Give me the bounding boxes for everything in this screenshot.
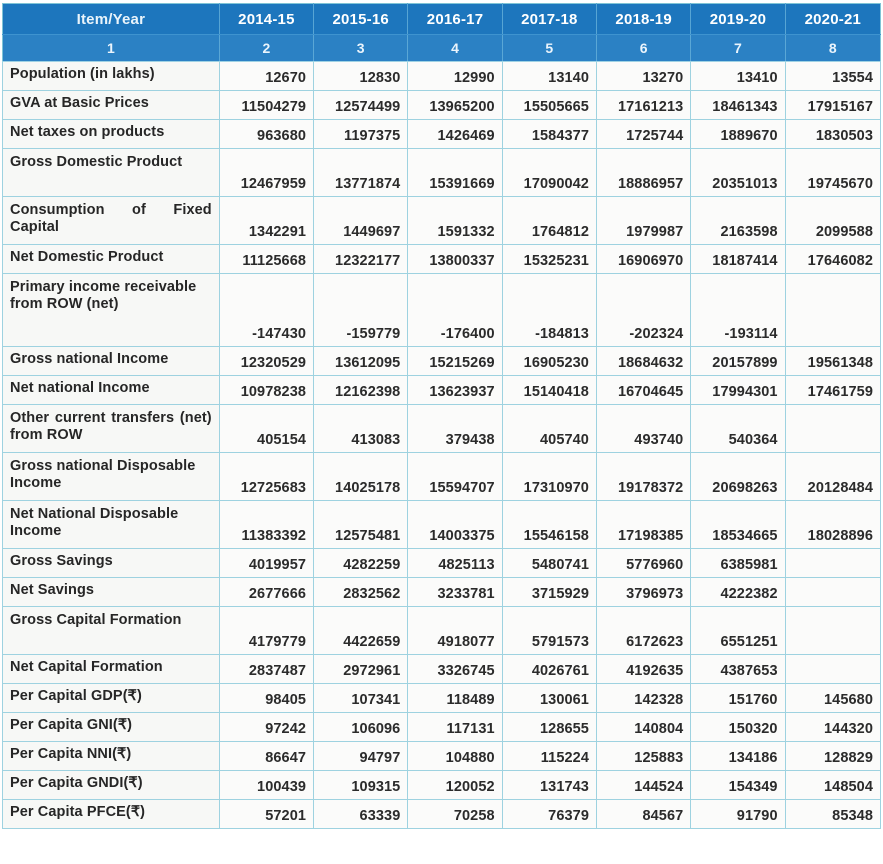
data-cell: 5791573: [502, 607, 596, 655]
data-cell: 13270: [596, 62, 690, 91]
data-cell: 1584377: [502, 120, 596, 149]
data-cell: 11504279: [219, 91, 313, 120]
data-cell: 20128484: [785, 453, 880, 501]
table-row: [3, 501, 881, 549]
data-cell: 15505665: [502, 91, 596, 120]
data-cell: 4026761: [502, 655, 596, 684]
data-cell: 15594707: [408, 453, 502, 501]
table-row: [3, 453, 881, 501]
data-cell: 12830: [314, 62, 408, 91]
data-cell: 19561348: [785, 347, 880, 376]
data-cell: 17090042: [502, 149, 596, 197]
data-cell: [785, 607, 880, 655]
header-cell-colnum-7: 7: [691, 35, 785, 62]
data-cell: 12574499: [314, 91, 408, 120]
data-cell: -184813: [502, 274, 596, 347]
data-cell: 19178372: [596, 453, 690, 501]
data-cell: 148504: [785, 771, 880, 800]
data-cell: 16906970: [596, 245, 690, 274]
data-cell: 4918077: [408, 607, 502, 655]
data-cell: 12162398: [314, 376, 408, 405]
table-row: [3, 742, 881, 771]
data-cell: 405740: [502, 405, 596, 453]
data-cell: 17161213: [596, 91, 690, 120]
data-cell: 3715929: [502, 578, 596, 607]
data-cell: 86647: [219, 742, 313, 771]
data-cell: 17994301: [691, 376, 785, 405]
table-row: [3, 684, 881, 713]
data-cell: 118489: [408, 684, 502, 713]
table-row: [3, 274, 881, 347]
row-label: Other current transfers (net) from ROW: [3, 405, 220, 453]
data-cell: -193114: [691, 274, 785, 347]
data-cell: 130061: [502, 684, 596, 713]
data-cell: 18028896: [785, 501, 880, 549]
row-label: GVA at Basic Prices: [3, 91, 220, 120]
row-label: Gross Savings: [3, 549, 220, 578]
header-cell-year-2015-16[interactable]: 2015-16: [314, 4, 408, 35]
data-cell: 17310970: [502, 453, 596, 501]
row-label: Net Savings: [3, 578, 220, 607]
data-cell: 109315: [314, 771, 408, 800]
header-cell-year-2019-20[interactable]: 2019-20: [691, 4, 785, 35]
row-label: Gross Domestic Product: [3, 149, 220, 197]
data-cell: 100439: [219, 771, 313, 800]
data-cell: 4179779: [219, 607, 313, 655]
row-label: Per Capital GDP(₹): [3, 684, 220, 713]
data-cell: 1830503: [785, 120, 880, 149]
data-cell: 2832562: [314, 578, 408, 607]
data-cell: 1764812: [502, 197, 596, 245]
data-cell: 57201: [219, 800, 313, 829]
data-cell: 13140: [502, 62, 596, 91]
data-cell: 5776960: [596, 549, 690, 578]
data-cell: 120052: [408, 771, 502, 800]
data-cell: -176400: [408, 274, 502, 347]
row-label: Population (in lakhs): [3, 62, 220, 91]
data-cell: 131743: [502, 771, 596, 800]
header-row-column-numbers: [3, 35, 881, 62]
data-cell: 12320529: [219, 347, 313, 376]
data-cell: 14003375: [408, 501, 502, 549]
row-label: Gross Capital Formation: [3, 607, 220, 655]
data-cell: 150320: [691, 713, 785, 742]
data-cell: 13554: [785, 62, 880, 91]
data-cell: 1889670: [691, 120, 785, 149]
data-cell: 2837487: [219, 655, 313, 684]
data-cell: -147430: [219, 274, 313, 347]
table-row: [3, 62, 881, 91]
data-cell: 11125668: [219, 245, 313, 274]
row-label: Net National Disposable Income: [3, 501, 220, 549]
data-cell: 17461759: [785, 376, 880, 405]
data-cell: 12725683: [219, 453, 313, 501]
table-row: [3, 120, 881, 149]
data-cell: 2972961: [314, 655, 408, 684]
data-cell: 18187414: [691, 245, 785, 274]
row-label: Consumption of Fixed Capital: [3, 197, 220, 245]
data-cell: 13623937: [408, 376, 502, 405]
data-cell: 117131: [408, 713, 502, 742]
table-row: [3, 713, 881, 742]
data-cell: 18461343: [691, 91, 785, 120]
data-cell: 151760: [691, 684, 785, 713]
data-cell: 13410: [691, 62, 785, 91]
data-cell: [785, 578, 880, 607]
header-cell-year-2020-21[interactable]: 2020-21: [785, 4, 880, 35]
data-cell: 14025178: [314, 453, 408, 501]
data-cell: 4282259: [314, 549, 408, 578]
header-cell-colnum-1: 1: [3, 35, 220, 62]
data-cell: 405154: [219, 405, 313, 453]
table-row: [3, 149, 881, 197]
row-label: Net national Income: [3, 376, 220, 405]
row-label: Primary income receivable from ROW (net): [3, 274, 220, 347]
header-cell-colnum-6: 6: [596, 35, 690, 62]
table-row: [3, 376, 881, 405]
data-cell: [785, 655, 880, 684]
data-cell: 17915167: [785, 91, 880, 120]
data-cell: 98405: [219, 684, 313, 713]
row-label: Per Capita GNI(₹): [3, 713, 220, 742]
row-label: Net Domestic Product: [3, 245, 220, 274]
data-cell: 125883: [596, 742, 690, 771]
data-cell: 144320: [785, 713, 880, 742]
header-cell-colnum-5: 5: [502, 35, 596, 62]
data-cell: 97242: [219, 713, 313, 742]
data-cell: 18684632: [596, 347, 690, 376]
data-cell: 4192635: [596, 655, 690, 684]
data-cell: 15546158: [502, 501, 596, 549]
data-cell: 20157899: [691, 347, 785, 376]
data-cell: 13771874: [314, 149, 408, 197]
table-row: [3, 800, 881, 829]
data-cell: 13612095: [314, 347, 408, 376]
data-cell: 1197375: [314, 120, 408, 149]
data-cell: 1426469: [408, 120, 502, 149]
data-cell: 493740: [596, 405, 690, 453]
header-cell-year-2018-19[interactable]: 2018-19: [596, 4, 690, 35]
data-cell: 63339: [314, 800, 408, 829]
table-row: [3, 405, 881, 453]
data-cell: 10978238: [219, 376, 313, 405]
header-cell-year-2017-18[interactable]: 2017-18: [502, 4, 596, 35]
header-row-years: [3, 4, 881, 35]
data-cell: 13800337: [408, 245, 502, 274]
data-cell: 128829: [785, 742, 880, 771]
header-cell-colnum-4: 4: [408, 35, 502, 62]
data-cell: 413083: [314, 405, 408, 453]
data-cell: 15325231: [502, 245, 596, 274]
data-cell: 6551251: [691, 607, 785, 655]
table-row: [3, 347, 881, 376]
data-cell: 76379: [502, 800, 596, 829]
data-cell: 12467959: [219, 149, 313, 197]
data-cell: 1591332: [408, 197, 502, 245]
data-cell: 6385981: [691, 549, 785, 578]
data-cell: 17198385: [596, 501, 690, 549]
data-cell: 5480741: [502, 549, 596, 578]
data-cell: [785, 549, 880, 578]
data-cell: -202324: [596, 274, 690, 347]
data-cell: [785, 405, 880, 453]
table-row: [3, 655, 881, 684]
data-cell: 1342291: [219, 197, 313, 245]
data-cell: 1449697: [314, 197, 408, 245]
data-cell: 85348: [785, 800, 880, 829]
data-cell: 4019957: [219, 549, 313, 578]
row-label: Per Capita PFCE(₹): [3, 800, 220, 829]
data-cell: 107341: [314, 684, 408, 713]
data-cell: 15391669: [408, 149, 502, 197]
data-cell: 11383392: [219, 501, 313, 549]
table-row: [3, 771, 881, 800]
data-cell: 4222382: [691, 578, 785, 607]
data-cell: 12670: [219, 62, 313, 91]
data-cell: 16905230: [502, 347, 596, 376]
table-row: [3, 91, 881, 120]
data-cell: 12322177: [314, 245, 408, 274]
data-cell: 106096: [314, 713, 408, 742]
national-accounts-table: [2, 3, 881, 829]
data-cell: 94797: [314, 742, 408, 771]
data-cell: 84567: [596, 800, 690, 829]
data-cell: 379438: [408, 405, 502, 453]
header-cell-colnum-8: 8: [785, 35, 880, 62]
data-cell: 19745670: [785, 149, 880, 197]
data-cell: 2677666: [219, 578, 313, 607]
table-row: [3, 578, 881, 607]
header-cell-year-2016-17[interactable]: 2016-17: [408, 4, 502, 35]
row-label: Net taxes on products: [3, 120, 220, 149]
data-cell: 963680: [219, 120, 313, 149]
header-cell-year-2014-15[interactable]: 2014-15: [219, 4, 313, 35]
data-cell: 1725744: [596, 120, 690, 149]
data-cell: 104880: [408, 742, 502, 771]
data-cell: 142328: [596, 684, 690, 713]
row-label: Gross national Income: [3, 347, 220, 376]
data-cell: 3326745: [408, 655, 502, 684]
table-body: [3, 62, 881, 829]
data-cell: 2099588: [785, 197, 880, 245]
data-cell: 13965200: [408, 91, 502, 120]
data-cell: 18534665: [691, 501, 785, 549]
data-cell: [785, 274, 880, 347]
data-cell: 70258: [408, 800, 502, 829]
data-cell: 12990: [408, 62, 502, 91]
data-cell: 115224: [502, 742, 596, 771]
row-label: Per Capita NNI(₹): [3, 742, 220, 771]
header-cell-item-year[interactable]: Item/Year: [3, 4, 220, 35]
row-label: Net Capital Formation: [3, 655, 220, 684]
header-cell-colnum-2: 2: [219, 35, 313, 62]
data-cell: 91790: [691, 800, 785, 829]
data-cell: 20698263: [691, 453, 785, 501]
data-cell: 4387653: [691, 655, 785, 684]
data-cell: 20351013: [691, 149, 785, 197]
header-cell-colnum-3: 3: [314, 35, 408, 62]
row-label: Per Capita GNDI(₹): [3, 771, 220, 800]
data-cell: 3796973: [596, 578, 690, 607]
data-cell: 128655: [502, 713, 596, 742]
data-cell: 144524: [596, 771, 690, 800]
data-cell: 12575481: [314, 501, 408, 549]
table-header: [3, 4, 881, 62]
data-cell: 134186: [691, 742, 785, 771]
data-cell: 15215269: [408, 347, 502, 376]
data-cell: 6172623: [596, 607, 690, 655]
data-cell: 17646082: [785, 245, 880, 274]
data-cell: 3233781: [408, 578, 502, 607]
table-row: [3, 607, 881, 655]
data-cell: 140804: [596, 713, 690, 742]
data-cell: 18886957: [596, 149, 690, 197]
table-row: [3, 549, 881, 578]
data-cell: 154349: [691, 771, 785, 800]
data-cell: 540364: [691, 405, 785, 453]
data-cell: 4825113: [408, 549, 502, 578]
data-cell: 145680: [785, 684, 880, 713]
table-row: [3, 245, 881, 274]
data-cell: 16704645: [596, 376, 690, 405]
data-cell: -159779: [314, 274, 408, 347]
data-cell: 1979987: [596, 197, 690, 245]
data-cell: 15140418: [502, 376, 596, 405]
data-cell: 2163598: [691, 197, 785, 245]
row-label: Gross national Disposable Income: [3, 453, 220, 501]
table-row: [3, 197, 881, 245]
data-cell: 4422659: [314, 607, 408, 655]
